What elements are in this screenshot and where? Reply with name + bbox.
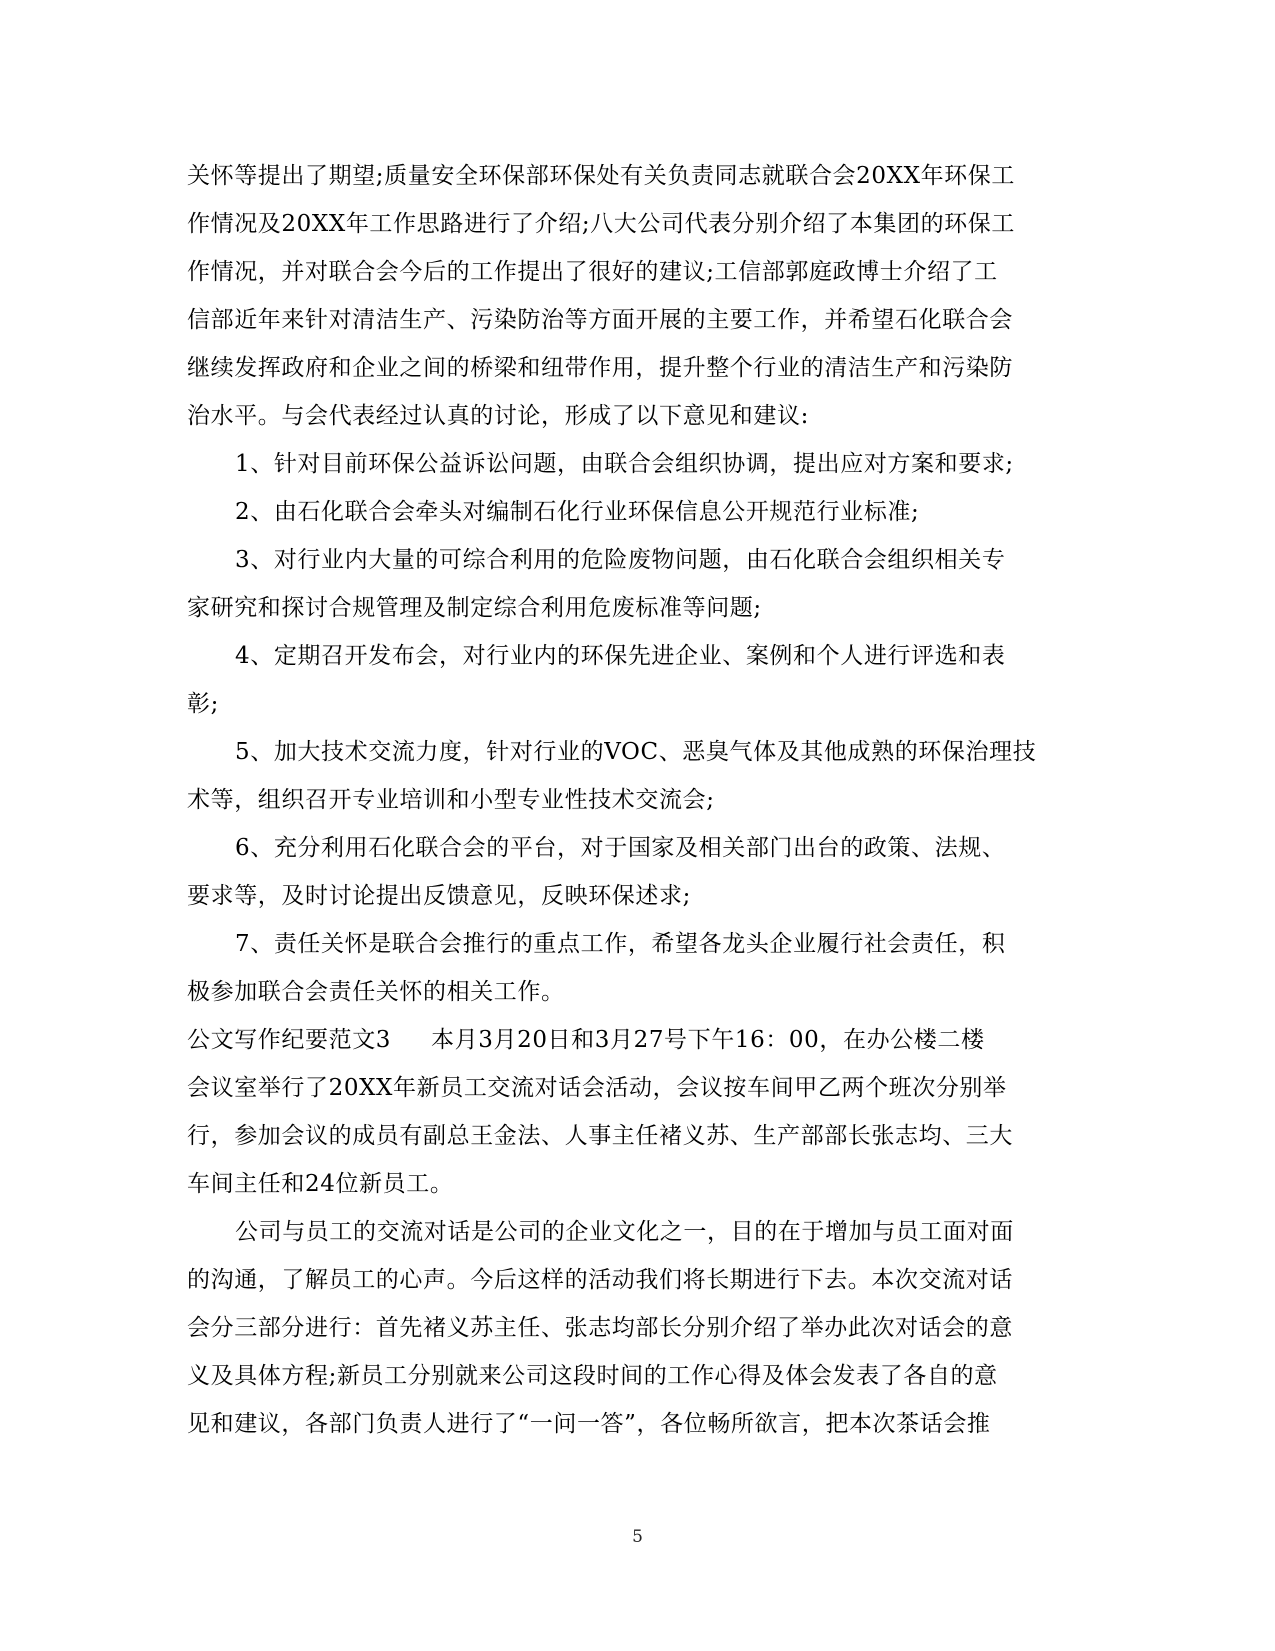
text-line: 治水平。与会代表经过认真的讨论，形成了以下意见和建议: (187, 403, 809, 429)
text-line: 作情况，并对联合会今后的工作提出了很好的建议;工信部郭庭政博士介绍了工 (187, 259, 998, 285)
list-item-2: 2、由石化联合会牵头对编制石化行业环保信息公开规范行业标准; (235, 499, 920, 525)
text-line: 义及具体方程;新员工分别就来公司这段时间的工作心得及体会发表了各自的意 (187, 1363, 998, 1389)
list-item-7: 7、责任关怀是联合会推行的重点工作，希望各龙头企业履行社会责任，积 (235, 931, 1006, 957)
text-line: 家研究和探讨合规管理及制定综合利用危废标准等问题; (187, 595, 762, 621)
text-line: 信部近年来针对清洁生产、污染防治等方面开展的主要工作，并希望石化联合会 (187, 307, 1013, 333)
text-line: 关怀等提出了期望;质量安全环保部环保处有关负责同志就联合会20XX年环保工 (187, 163, 1015, 189)
section-heading-line (187, 1016, 1087, 1064)
document-body (187, 152, 1087, 1448)
text-line: 车间主任和24位新员工。 (187, 1171, 454, 1197)
text-line: 会分三部分进行：首先褚义苏主任、张志均部长分别介绍了举办此次对话会的意 (187, 1315, 1013, 1341)
text-line: 见和建议，各部门负责人进行了“一问一答”，各位畅所欲言，把本次茶话会推 (187, 1411, 991, 1437)
list-item-1: 1、针对目前环保公益诉讼问题，由联合会组织协调，提出应对方案和要求; (235, 451, 1014, 477)
text-line: 极参加联合会责任关怀的相关工作。 (187, 979, 565, 1005)
text-line: 行，参加会议的成员有副总王金法、人事主任褚义苏、生产部部长张志均、三大 (187, 1123, 1013, 1149)
section-heading: 公文写作纪要范文3 (187, 1027, 392, 1053)
list-item-6: 6、充分利用石化联合会的平台，对于国家及相关部门出台的政策、法规、 (235, 835, 1006, 861)
text-line: 彰; (187, 691, 219, 717)
list-item-5: 5、加大技术交流力度，针对行业的VOC、恶臭气体及其他成熟的环保治理技 (235, 739, 1037, 765)
text-line: 继续发挥政府和企业之间的桥梁和纽带作用，提升整个行业的清洁生产和污染防 (187, 355, 1013, 381)
text-line: 的沟通，了解员工的心声。今后这样的活动我们将长期进行下去。本次交流对话 (187, 1267, 1013, 1293)
text-line: 会议室举行了20XX年新员工交流对话会活动，会议按车间甲乙两个班次分别举 (187, 1075, 1007, 1101)
text-line: 本月3月20日和3月27号下午16：00，在办公楼二楼 (431, 1027, 985, 1053)
text-line: 作情况及20XX年工作思路进行了介绍;八大公司代表分别介绍了本集团的环保工 (187, 211, 1015, 237)
page-number: 5 (632, 1527, 643, 1547)
list-item-3: 3、对行业内大量的可综合利用的危险废物问题，由石化联合会组织相关专 (235, 547, 1006, 573)
paragraph-start: 公司与员工的交流对话是公司的企业文化之一，目的在于增加与员工面对面 (235, 1219, 1014, 1245)
text-line: 术等，组织召开专业培训和小型专业性技术交流会; (187, 787, 715, 813)
text-line: 要求等，及时讨论提出反馈意见，反映环保述求; (187, 883, 691, 909)
list-item-4: 4、定期召开发布会，对行业内的环保先进企业、案例和个人进行评选和表 (235, 643, 1006, 669)
